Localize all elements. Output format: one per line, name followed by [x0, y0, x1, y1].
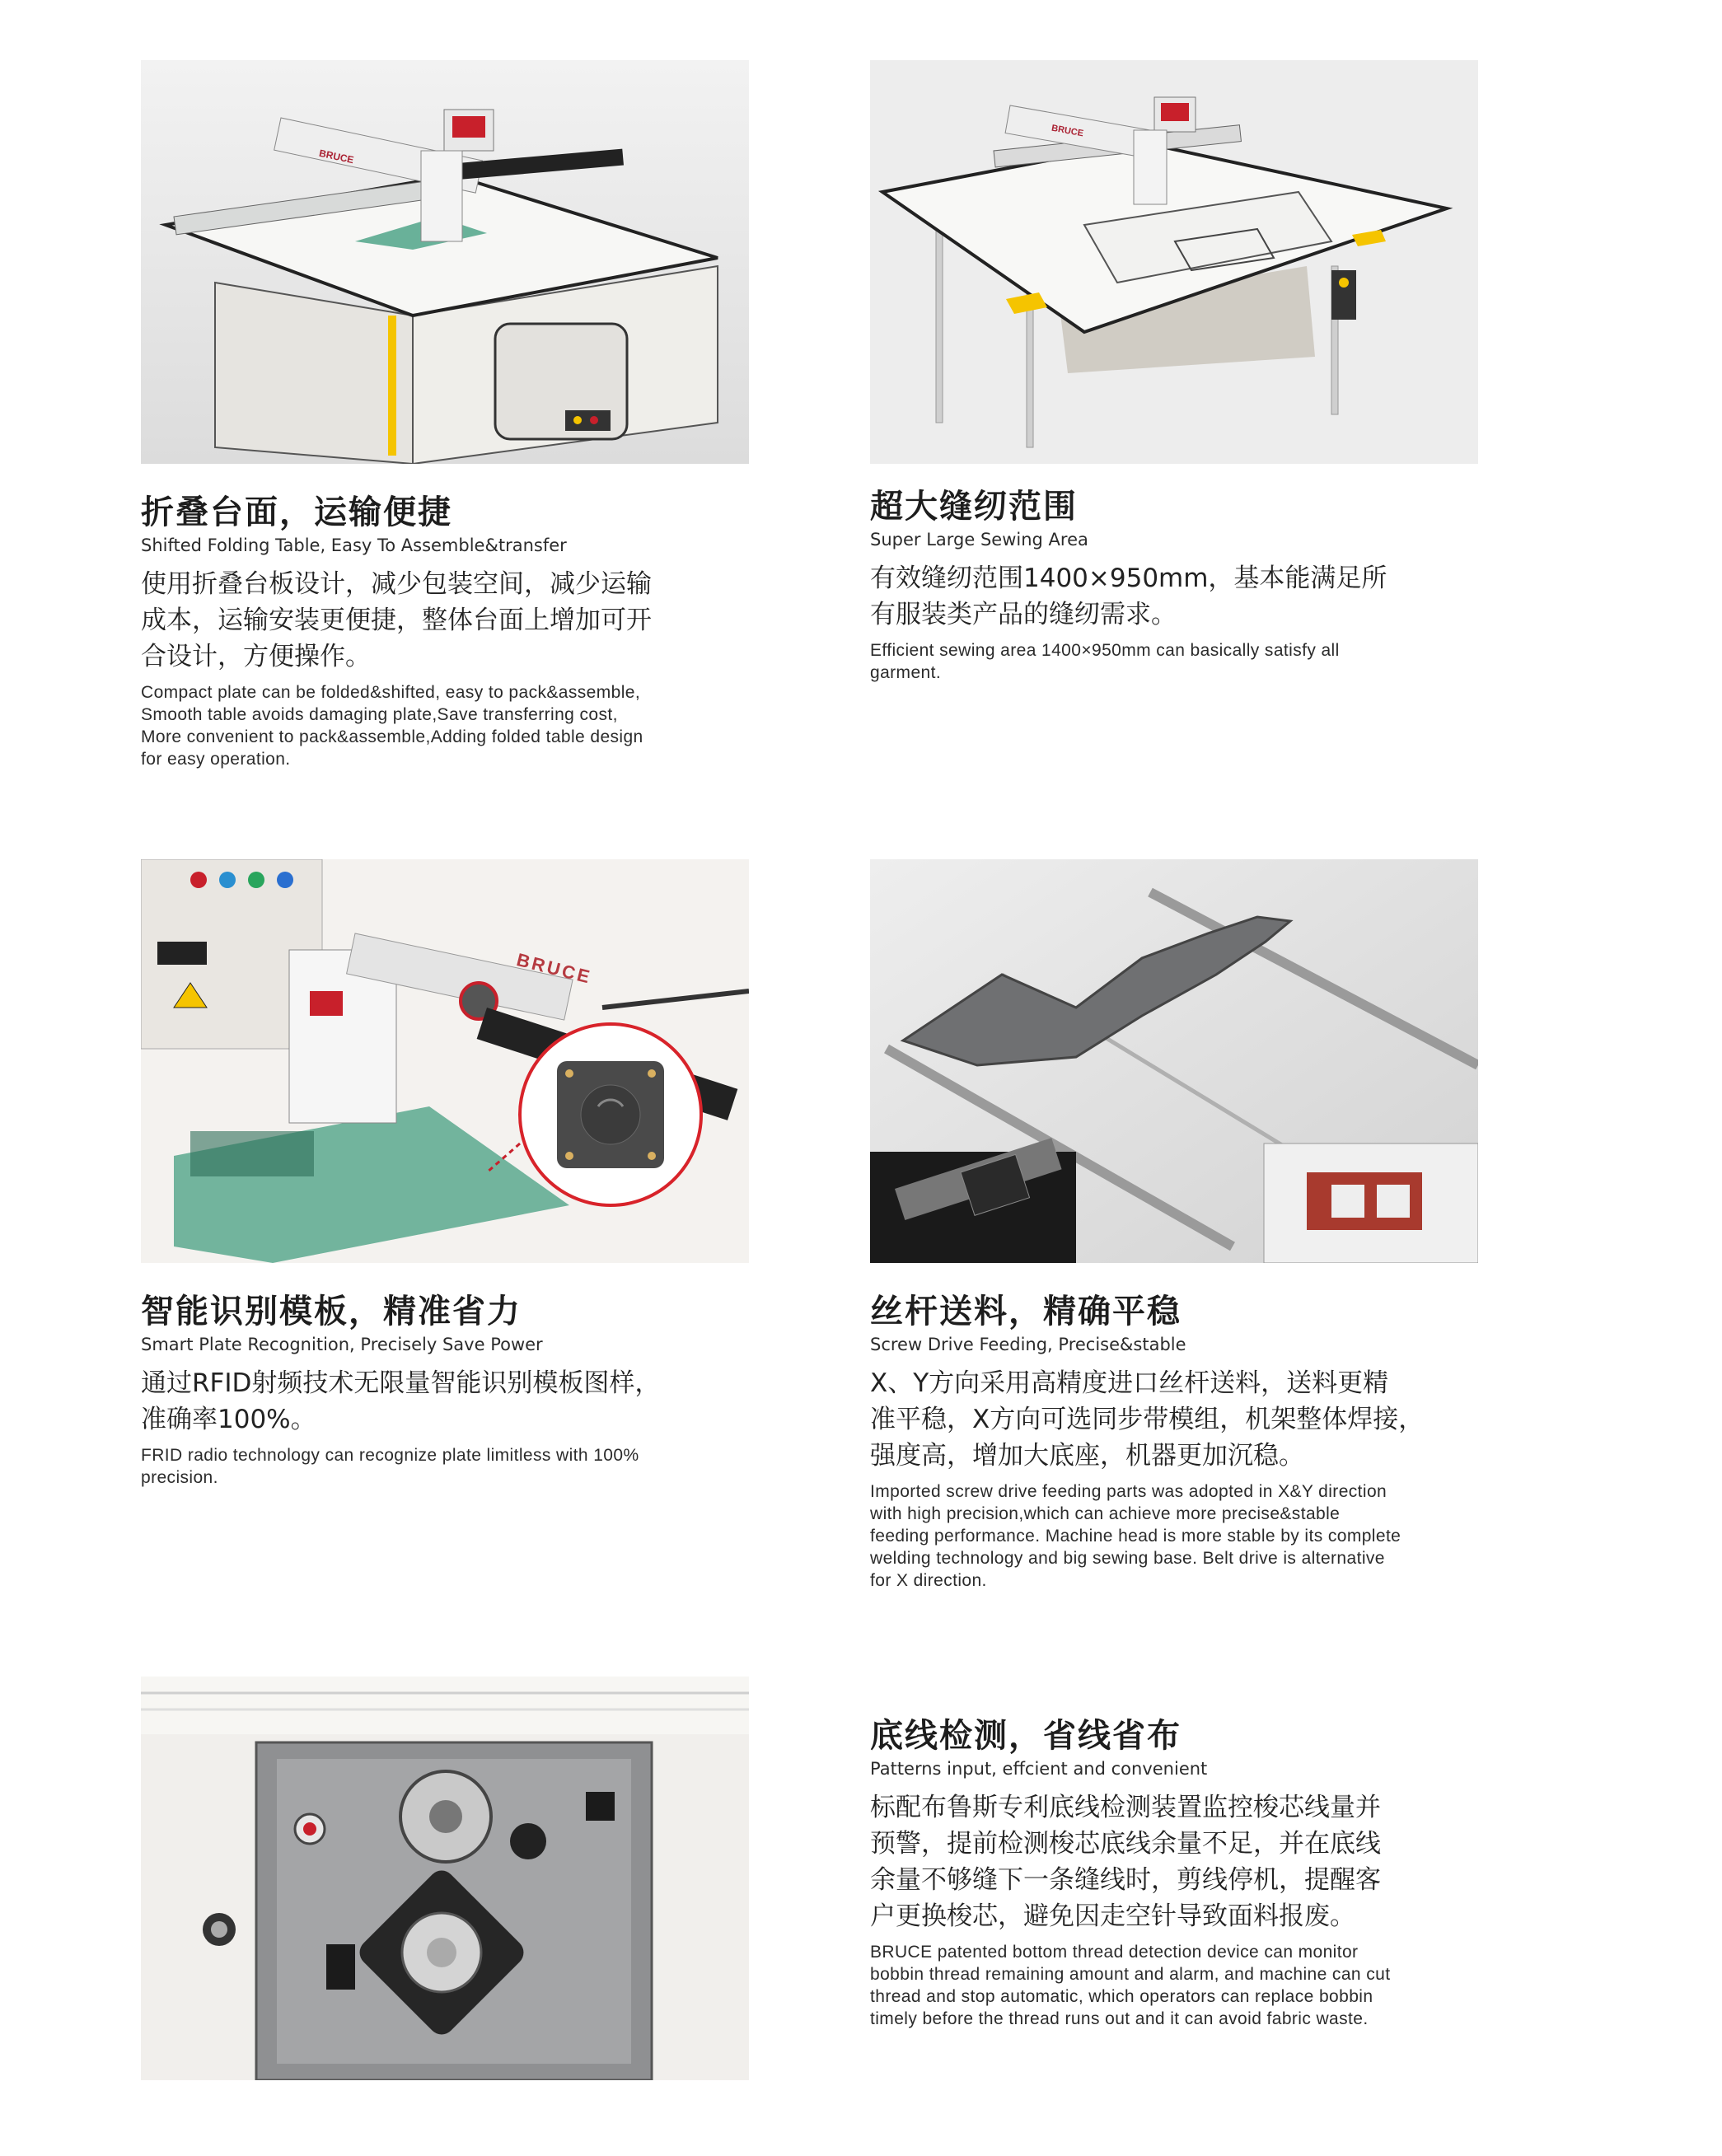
section-subtitle: Smart Plate Recognition, Precisely Save Power [141, 1335, 543, 1354]
large-sewing-area-photo [870, 60, 1478, 464]
section-subtitle: Super Large Sewing Area [870, 530, 1088, 550]
section-body-en: BRUCE patented bottom thread detection device can monitor bobbin thread remaining amount and alarm, and machine can cut thread and stop automatic, which operators can replace bobbin timely before the thread runs out and it can avoid fabric waste. [870, 1943, 1391, 2028]
section-body-cn: 通过RFID射频技术无限量智能识别模板图样， 准确率100%。 [141, 1368, 661, 1434]
brand-label: BRUCE [318, 147, 355, 166]
section-body-en: Imported screw drive feeding parts was adopted in X&Y direction with high precision,which can achieve more precise&stable feeding performance. Machine head is more stable by its complete welding technology and big sewing base. Belt drive is alternative for X direction. [870, 1482, 1401, 1590]
section-body-cn: 有效缝纫范围1400×950mm，基本能满足所 有服装类产品的缝纫需求。 [870, 564, 1387, 629]
section-body-cn: 标配布鲁斯专利底线检测装置监控梭芯线量并 预警，提前检测梭芯底线余量不足，并在底线 余量不够缝下一条缝线时，剪线停机，提醒客 户更换梭芯，避免因走空针导致面料报废。 [870, 1793, 1381, 1931]
rfid-recognition-photo [141, 859, 749, 1263]
folding-table-photo [141, 60, 749, 464]
section-title: 智能识别模板，精准省力 [141, 1293, 522, 1331]
section-body-en: FRID radio technology can recognize plate limitless with 100% precision. [141, 1446, 639, 1487]
section-screw-drive [870, 1291, 1496, 1592]
section-bobbin-detection [870, 1715, 1496, 2030]
section-title: 超大缝纫范围 [870, 488, 1078, 526]
section-folding-table [141, 492, 767, 770]
bobbin-detection-photo [141, 1677, 749, 2080]
section-title: 折叠台面，运输便捷 [141, 493, 452, 531]
brand-label: BRUCE [1051, 123, 1084, 139]
section-body-cn: 使用折叠台板设计，减少包装空间，减少运输 成本，运输安装更便捷，整体台面上增加可开 合设计，方便操作。 [141, 569, 652, 671]
section-subtitle: Screw Drive Feeding, Precise&stable [870, 1335, 1186, 1354]
section-sewing-area [870, 486, 1496, 684]
section-body-en: Compact plate can be folded&shifted, easy to pack&assemble, Smooth table avoids damaging plate,Save transferring cost, More convenient to pack&assemble,Adding folded table design for easy operation. [141, 683, 643, 769]
section-title: 丝杆送料，精确平稳 [870, 1293, 1182, 1331]
section-body-cn: X、Y方向采用高精度进口丝杆送料，送料更精 准平稳，X方向可选同步带模组，机架整体焊接， 强度高，增加大底座，机器更加沉稳。 [870, 1368, 1425, 1471]
screw-drive-photo [870, 859, 1478, 1263]
section-title: 底线检测，省线省布 [870, 1717, 1182, 1755]
section-subtitle: Patterns input, effcient and convenient [870, 1759, 1208, 1779]
section-rfid [141, 1291, 767, 1489]
brand-label: BRUCE [514, 949, 594, 988]
section-body-en: Efficient sewing area 1400×950mm can basically satisfy all garment. [870, 641, 1340, 682]
section-subtitle: Shifted Folding Table, Easy To Assemble&transfer [141, 535, 567, 555]
